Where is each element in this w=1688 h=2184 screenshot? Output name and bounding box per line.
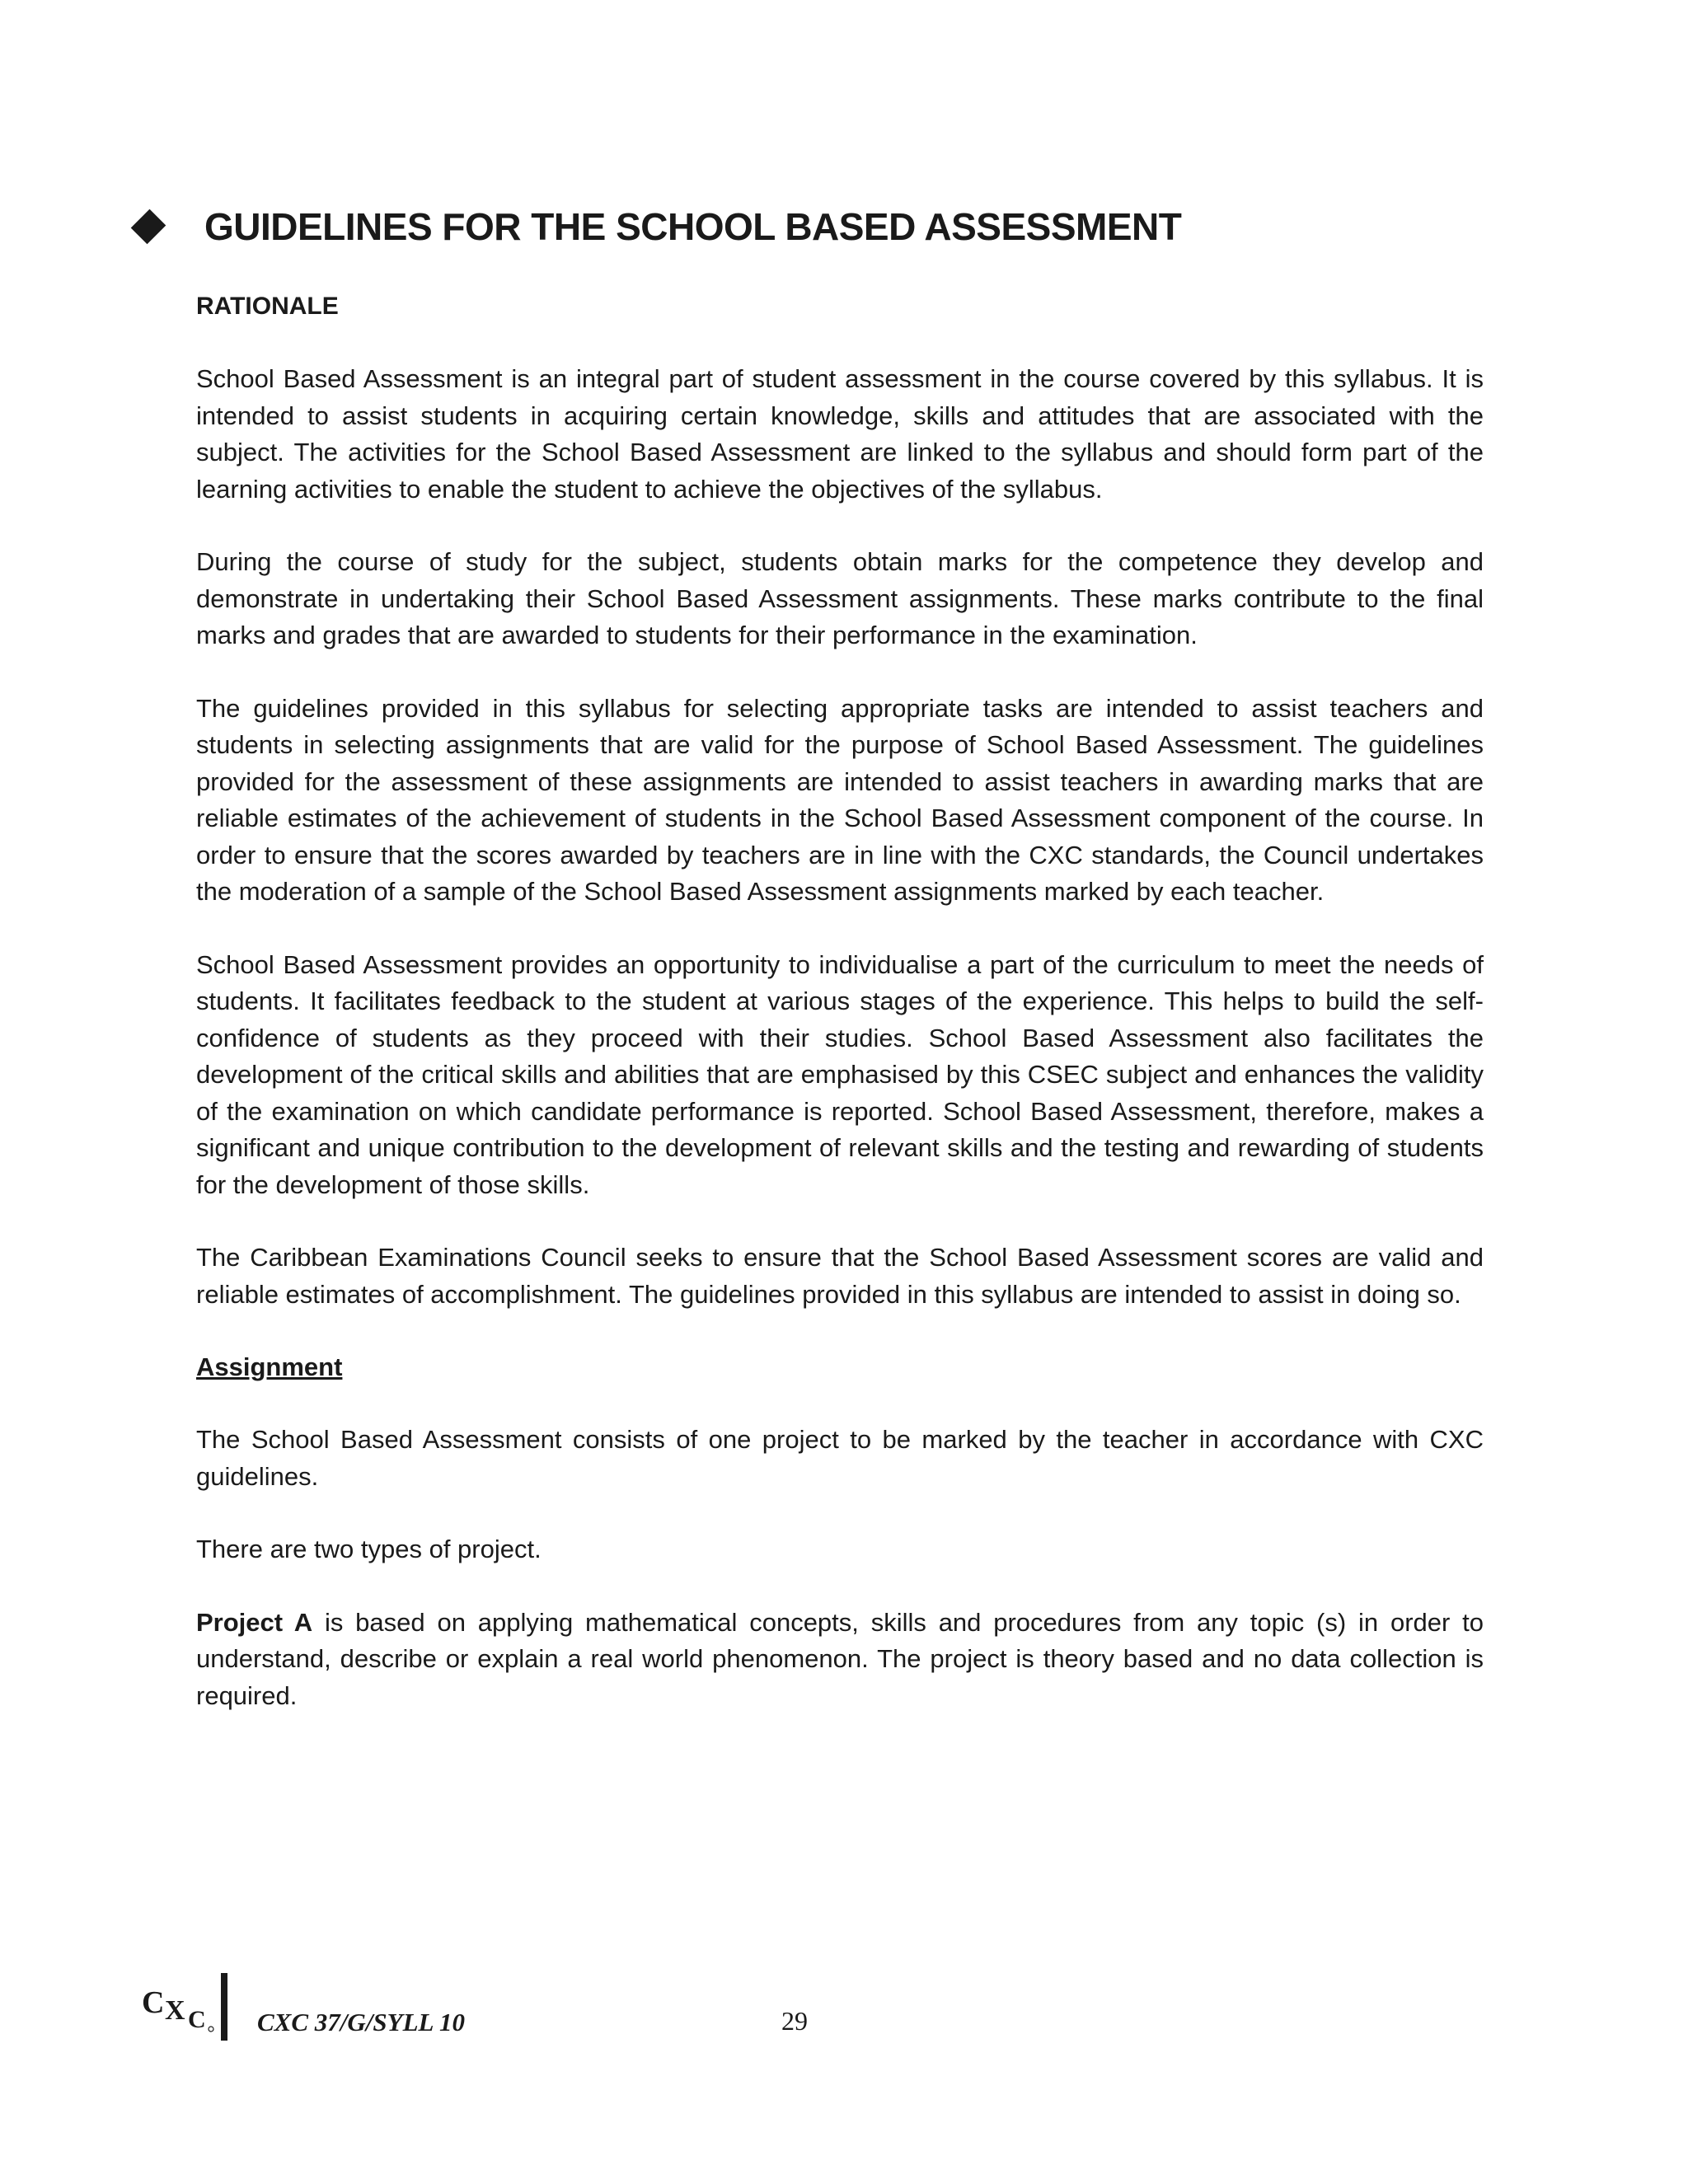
project-a-text: is based on applying mathematical concepts, skills and procedures from any topic (s) in order to understand, describe or explain a real world phenomenon. The project is theory based and no data collection is required.	[196, 1607, 1484, 1710]
rationale-paragraph-2: During the course of study for the subject, students obtain marks for the competence they develop and demonstrate in undertaking their School Based Assessment assignments. These marks contribute to the final marks and grades that are awarded to students for their performance in the examination.	[196, 547, 1484, 649]
diamond-bullet-icon	[131, 209, 166, 245]
assignment-paragraph-2: There are two types of project.	[196, 1535, 542, 1563]
rationale-paragraph-4: School Based Assessment provides an opportunity to individualise a part of the curriculum to meet the needs of students. It facilitates feedback to the student at various stages of the experience. This helps to build the self-confidence of students as they proceed with their studies. School Based Assessment also facilitates the development of the critical skills and abilities that are emphasised by this CSEC subject and enhances the validity of the examination on which candidate performance is reported. School Based Assessment, therefore, makes a significant and unique contribution to the development of relevant skills and the testing and rewarding of students for the development of those skills.	[196, 949, 1484, 1199]
rationale-paragraph-5: The Caribbean Examinations Council seeks to ensure that the School Based Assessment scores are valid and reliable estimates of accomplishment. The guidelines provided in this syllabus are intended to assist in doing so.	[196, 1243, 1484, 1309]
assignment-heading: Assignment	[196, 1352, 343, 1381]
page-footer	[140, 1970, 964, 2044]
logo-letter-c2: C	[188, 2006, 206, 2033]
project-a-label: Project A	[196, 1607, 313, 1637]
section-heading-row	[132, 202, 1181, 251]
syllabus-code: CXC 37/G/SYLL 10	[257, 2008, 466, 2036]
page-number: 29	[781, 2006, 808, 2036]
logo-letter-c1: C	[142, 1985, 165, 2020]
project-a-paragraph	[196, 1605, 1484, 1715]
rationale-heading: RATIONALE	[196, 293, 339, 320]
rationale-paragraph-3: The guidelines provided in this syllabus for selecting appropriate tasks are intended to assist teachers and students in selecting assignments that are valid for the purpose of School Based Assessment. The guidelines provided for the assessment of these assignments are intended to assist teachers in awarding marks that are reliable estimates of the achievement of students in the School Based Assessment component of the course. In order to ensure that the scores awarded by teachers are in line with the CXC standards, the Council undertakes the moderation of a sample of the School Based Assessment assignments marked by each teacher.	[196, 693, 1484, 906]
logo-registered-mark	[209, 2027, 213, 2032]
section-title: GUIDELINES FOR THE SCHOOL BASED ASSESSMENT	[204, 205, 1182, 248]
cxc-logo-icon	[140, 1980, 218, 2037]
logo-letter-x: X	[165, 1995, 185, 2026]
rationale-paragraph-1: School Based Assessment is an integral part of student assessment in the course covered by this syllabus. It is intended to assist students in acquiring certain knowledge, skills and attitudes that are associated with the subject. The activities for the School Based Assessment are linked to the syllabus and should form part of the learning activities to enable the student to achieve the objectives of the syllabus.	[196, 364, 1484, 504]
document-body	[196, 288, 1484, 1750]
footer-divider	[221, 1973, 227, 2041]
assignment-paragraph-1: The School Based Assessment consists of one project to be marked by the teacher in accordance with CXC guidelines.	[196, 1425, 1484, 1491]
